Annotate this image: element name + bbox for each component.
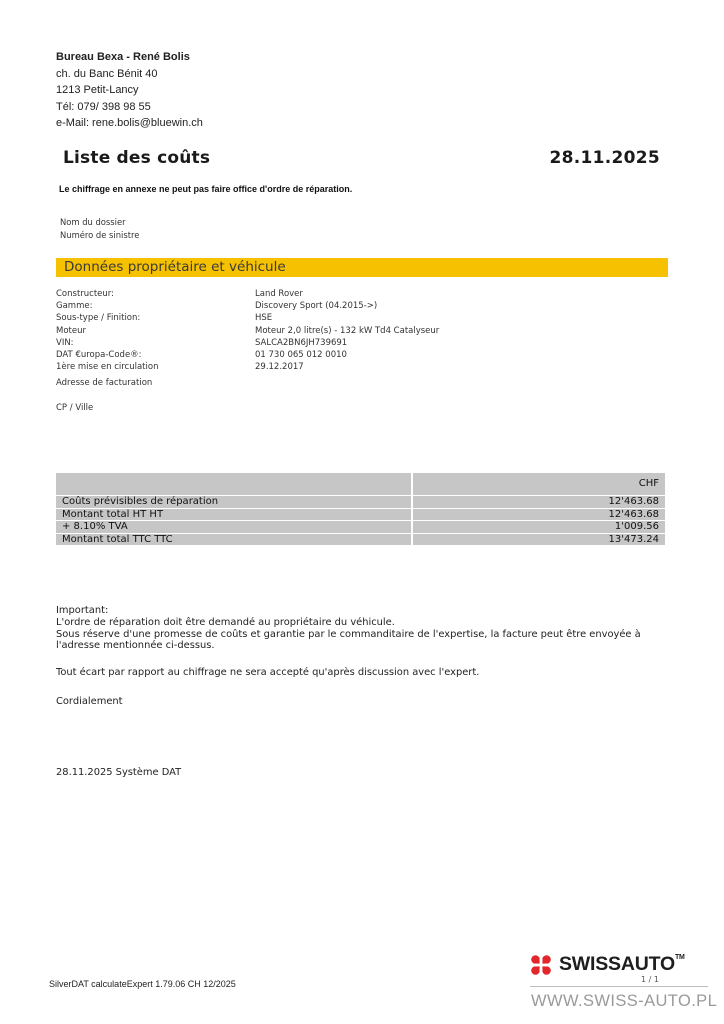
document-notice: Le chiffrage en annexe ne peut pas faire office d'ordre de réparation. xyxy=(59,184,353,194)
sender-street: ch. du Banc Bénit 40 xyxy=(56,67,158,80)
vehicle-row-first-registration xyxy=(56,361,668,373)
vehicle-label: VIN: xyxy=(56,337,74,348)
table-row xyxy=(56,534,665,546)
vehicle-label: 1ère mise en circulation xyxy=(56,362,159,373)
website-watermark: WWW.SWISS-AUTO.PL xyxy=(531,992,718,1010)
software-version: SilverDAT calculateExpert 1.79.06 CH 12/2025 xyxy=(49,979,236,989)
sender-phone: Tél: 079/ 398 98 55 xyxy=(56,100,151,113)
page-number: 1 / 1 xyxy=(641,975,659,984)
table-row xyxy=(56,509,665,521)
dossier-name-label: Nom du dossier xyxy=(60,217,126,227)
vehicle-label: Moteur xyxy=(56,325,86,336)
currency-header: CHF xyxy=(411,473,665,495)
document-date: 28.11.2025 xyxy=(549,148,660,168)
table-row xyxy=(56,496,665,508)
vehicle-value: Discovery Sport (04.2015->) xyxy=(255,301,378,312)
vehicle-label: Sous-type / Finition: xyxy=(56,313,141,324)
vehicle-row-engine xyxy=(56,325,668,337)
vehicle-label: Gamme: xyxy=(56,301,93,312)
sender-email: e-Mail: rene.bolis@bluewin.ch xyxy=(56,117,203,129)
system-date: 28.11.2025 Système DAT xyxy=(56,767,182,778)
vehicle-row-make xyxy=(56,288,668,300)
vehicle-details xyxy=(56,288,668,373)
vehicle-row-dat-code xyxy=(56,349,668,361)
vehicle-row-range xyxy=(56,300,668,312)
trademark-mark: TM xyxy=(674,954,685,961)
footer-divider xyxy=(530,986,708,987)
brand-text: SWISSAUTO xyxy=(559,953,675,975)
vehicle-row-subtype xyxy=(56,312,668,324)
vehicle-label: DAT €uropa-Code®: xyxy=(56,350,142,361)
vehicle-value: 01 730 065 012 0010 xyxy=(255,350,347,361)
postcode-city-label: CP / Ville xyxy=(56,403,94,413)
vehicle-value: SALCA2BN6JH739691 xyxy=(255,337,348,348)
closing: Cordialement xyxy=(56,696,123,707)
cost-label: + 8.10% TVA xyxy=(56,521,411,533)
claim-number-label: Numéro de sinistre xyxy=(60,229,140,240)
cost-table-header xyxy=(56,473,665,495)
cost-value: 13'473.24 xyxy=(411,534,665,546)
cost-value: 12'463.68 xyxy=(411,509,665,521)
important-line-1: L'ordre de réparation doit être demandé au propriétaire du véhicule. xyxy=(56,616,395,628)
vehicle-value: HSE xyxy=(255,313,273,324)
vehicle-value: Land Rover xyxy=(255,289,303,299)
swiss-cross-icon xyxy=(530,954,552,976)
sender-name: Bureau Bexa - René Bolis xyxy=(56,51,190,63)
important-heading: Important: xyxy=(56,605,109,616)
section-band xyxy=(56,258,668,277)
important-line-2: Sous réserve d'une promesse de coûts et garantie par le commanditaire de l'expertise, la facture peut être envoyée à l'adresse mentionnée ci-dessus. xyxy=(56,628,641,652)
cost-table xyxy=(56,472,665,546)
cost-value: 1'009.56 xyxy=(411,521,665,533)
table-row xyxy=(56,521,665,533)
cost-value: 12'463.68 xyxy=(411,496,665,508)
sender-address xyxy=(56,49,203,132)
vehicle-row-vin xyxy=(56,337,668,349)
cost-label: Coûts prévisibles de réparation xyxy=(56,496,411,508)
brand-name xyxy=(559,953,685,976)
cost-label: Montant total HT HT xyxy=(56,509,411,521)
vehicle-label: Constructeur: xyxy=(56,289,114,299)
cost-header-blank xyxy=(56,473,411,495)
billing-address-label: Adresse de facturation xyxy=(56,378,153,388)
dossier-block xyxy=(60,216,139,241)
sender-city: 1213 Petit-Lancy xyxy=(56,84,139,96)
cost-label: Montant total TTC TTC xyxy=(56,534,411,546)
vehicle-value: 29.12.2017 xyxy=(255,362,304,373)
swissauto-logo xyxy=(530,953,685,976)
document-title: Liste des coûts xyxy=(63,148,211,168)
important-note xyxy=(56,605,666,652)
deviation-note: Tout écart par rapport au chiffrage ne sera accepté qu'après discussion avec l'expert. xyxy=(56,667,480,678)
vehicle-value: Moteur 2,0 litre(s) - 132 kW Td4 Catalyseur xyxy=(255,325,440,336)
section-title: Données propriétaire et véhicule xyxy=(64,259,286,275)
